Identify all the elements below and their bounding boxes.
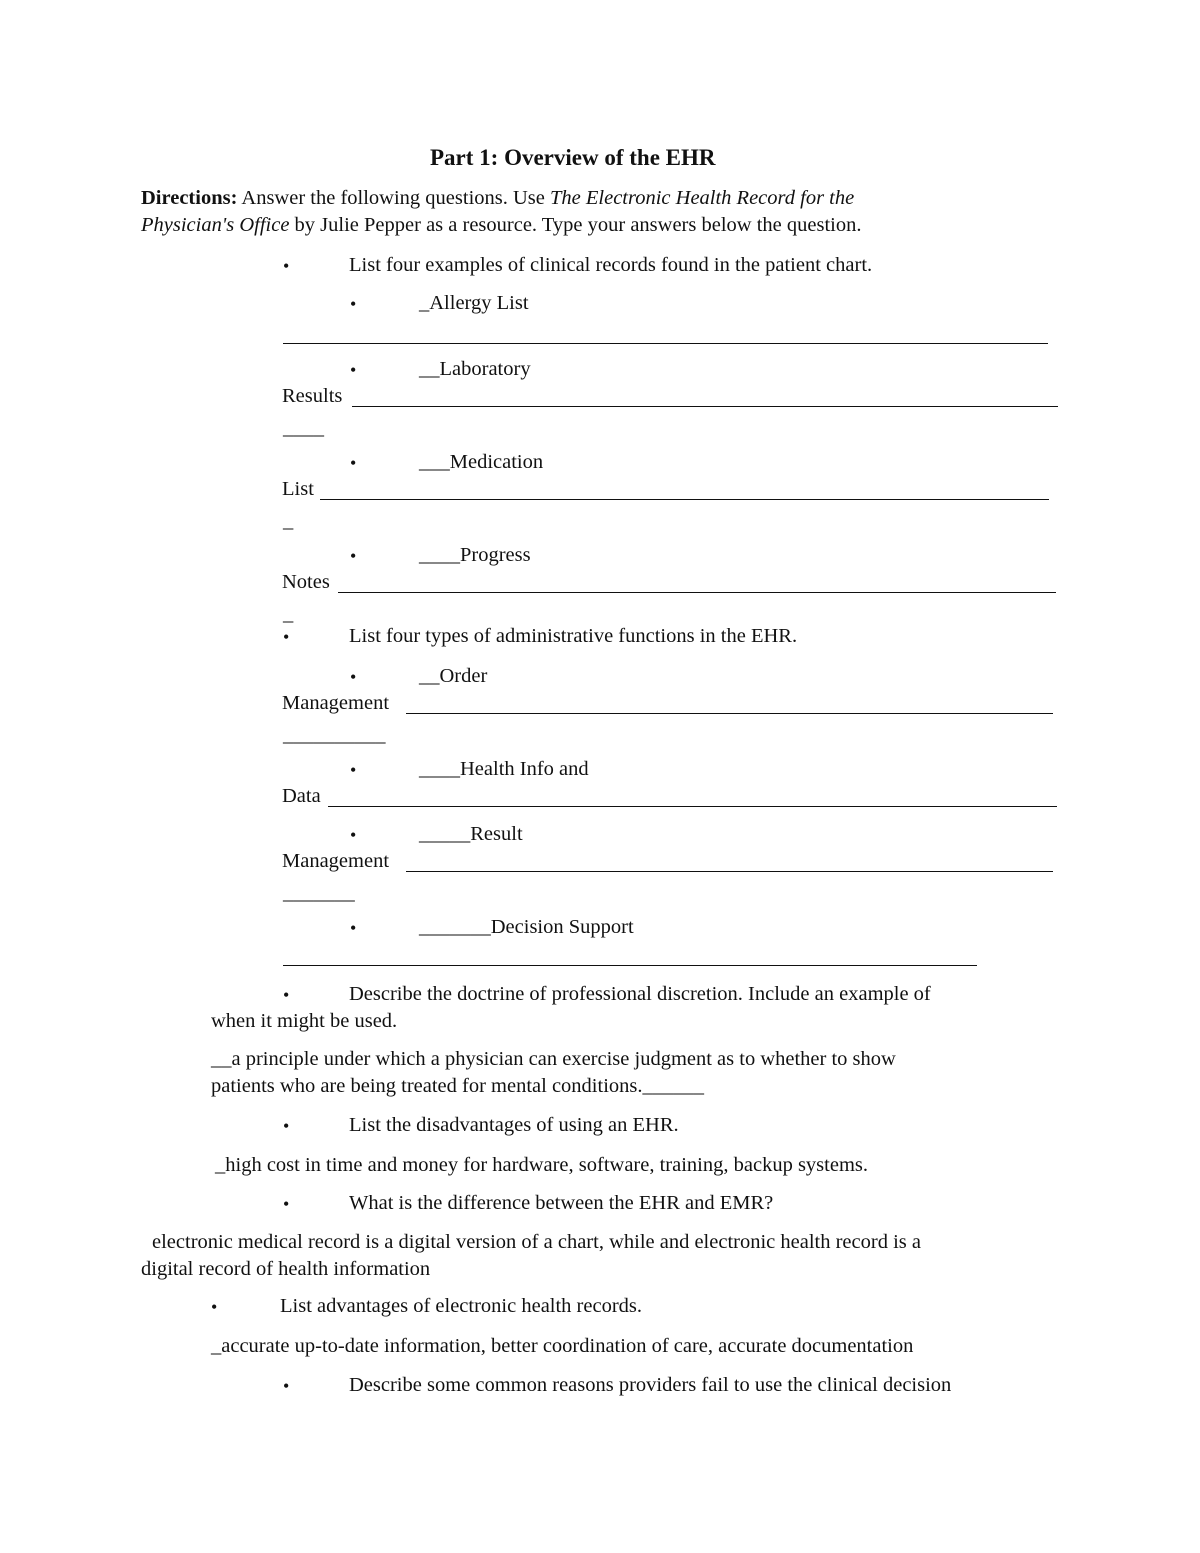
page-title: Part 1: Overview of the EHR xyxy=(430,145,716,170)
directions-line-1 xyxy=(141,188,854,209)
q2-answer-3-wrap: _______ xyxy=(283,882,355,904)
q1-answer-2-tail: Results xyxy=(282,385,343,407)
directions-line-2 xyxy=(141,215,861,236)
q1-answer-3: ___Medication xyxy=(419,451,544,473)
answer-rule xyxy=(338,592,1056,593)
q1-answer-4-wrap: _ xyxy=(283,603,294,625)
q2-answer-3-tail: Management xyxy=(282,850,390,872)
question-bullet: • xyxy=(283,1194,290,1214)
q2-answer-3: _____Result xyxy=(419,823,523,845)
question-2: List four types of administrative functions in the EHR. xyxy=(349,625,798,647)
question-bullet: • xyxy=(283,256,290,276)
q3-answer-line-2: patients who are being treated for mental conditions.______ xyxy=(211,1075,705,1097)
book-title-part-2: Physician's Office xyxy=(141,214,290,236)
answer-rule xyxy=(406,713,1053,714)
book-title-part-1: The Electronic Health Record for the xyxy=(550,187,855,209)
q1-answer-4: ____Progress xyxy=(419,544,531,566)
q1-answer-2: __Laboratory xyxy=(419,358,531,380)
question-bullet: • xyxy=(283,627,290,647)
question-7: Describe some common reasons providers fail to use the clinical decision xyxy=(349,1374,952,1396)
answer-bullet: • xyxy=(350,294,357,314)
answer-rule xyxy=(328,806,1057,807)
question-1: List four examples of clinical records found in the patient chart. xyxy=(349,254,873,276)
directions-label: Directions: xyxy=(141,187,238,209)
q6-answer: _accurate up-to-date information, better coordination of care, accurate documentation xyxy=(211,1335,914,1357)
q1-answer-3-tail: List xyxy=(282,478,314,500)
q4-answer: _high cost in time and money for hardware, software, training, backup systems. xyxy=(215,1154,868,1176)
answer-rule xyxy=(406,871,1053,872)
answer-bullet: • xyxy=(350,360,357,380)
answer-bullet: • xyxy=(350,918,357,938)
question-bullet: • xyxy=(283,985,290,1005)
answer-bullet: • xyxy=(350,546,357,566)
q1-answer-4-tail: Notes xyxy=(282,571,330,593)
q2-answer-1-wrap: __________ xyxy=(283,724,386,746)
q2-answer-2-tail: Data xyxy=(282,785,321,807)
question-3-line-1: Describe the doctrine of professional discretion. Include an example of xyxy=(349,983,931,1005)
question-5: What is the difference between the EHR and EMR? xyxy=(349,1192,774,1214)
answer-bullet: • xyxy=(350,667,357,687)
question-bullet: • xyxy=(283,1376,290,1396)
directions-text-b: by Julie Pepper as a resource. Type your answers below the question. xyxy=(289,214,862,236)
question-bullet: • xyxy=(211,1297,218,1317)
answer-bullet: • xyxy=(350,453,357,473)
question-6: List advantages of electronic health records. xyxy=(280,1295,643,1317)
answer-bullet: • xyxy=(350,825,357,845)
q1-answer-2-wrap: ____ xyxy=(283,417,324,439)
q5-answer-line-1: electronic medical record is a digital version of a chart, while and electronic health record is a xyxy=(152,1231,921,1253)
directions-text-a: Answer the following questions. Use xyxy=(237,187,551,209)
answer-bullet: • xyxy=(350,760,357,780)
q2-answer-1: __Order xyxy=(419,665,488,687)
q2-answer-1-tail: Management xyxy=(282,692,390,714)
q1-answer-3-wrap: _ xyxy=(283,510,294,532)
question-bullet: • xyxy=(283,1116,290,1136)
answer-rule xyxy=(283,965,977,966)
answer-rule xyxy=(320,499,1049,500)
q2-answer-4: _______Decision Support xyxy=(419,916,634,938)
q2-answer-2: ____Health Info and xyxy=(419,758,589,780)
q5-answer-line-2: digital record of health information xyxy=(141,1258,431,1280)
q1-answer-1: _Allergy List xyxy=(419,292,529,314)
answer-rule xyxy=(283,343,1048,344)
answer-rule xyxy=(352,406,1058,407)
q3-answer-line-1: __a principle under which a physician can exercise judgment as to whether to show xyxy=(211,1048,896,1070)
question-4: List the disadvantages of using an EHR. xyxy=(349,1114,679,1136)
question-3-line-2: when it might be used. xyxy=(211,1010,398,1032)
